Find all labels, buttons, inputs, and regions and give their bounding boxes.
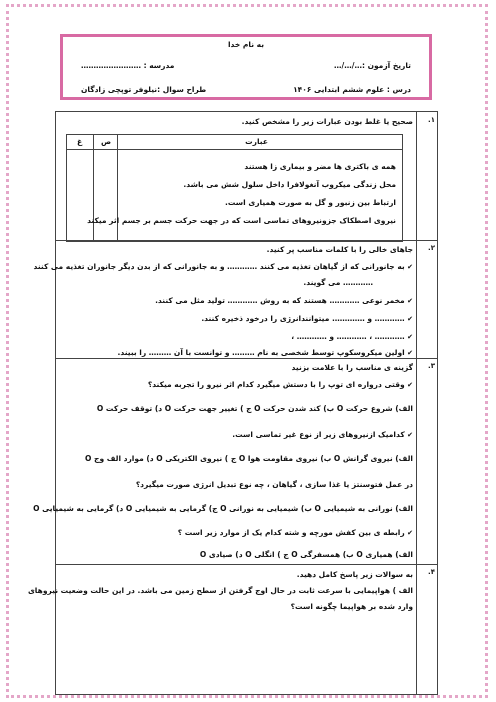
question-title: به سوالات زیر پاسخ کامل دهید. xyxy=(296,570,413,579)
question-2 xyxy=(33,240,437,359)
mc-options: الف) نورانی به شیمیایی O ب) شیمیایی به نورانی O ج) گرمایی به شیمیایی O د) گرمایی به شیمیایی O xyxy=(33,504,413,513)
mc-question: کدامیک ازنیروهای زیر از نوع غیر تماسی است. xyxy=(232,430,405,439)
bismillah: به نام خدا xyxy=(227,40,265,49)
mc-question: رابطه ی بین کفش مورچه و شته کدام یک از موارد زیر است ؟ xyxy=(177,528,405,537)
mc-question: وقتی درواره ای توپ را با دستش میگیرد کدام اثر نیرو را تجربه میکند؟ xyxy=(147,380,405,389)
check-icon: ✔ xyxy=(404,263,413,271)
mc-options: الف) شروع حرکت O ب) کند شدن حرکت O ج ) تغییر جهت حرکت O د) توقف حرکت O xyxy=(96,404,413,413)
check-icon: ✔ xyxy=(404,431,413,439)
fill-blank-line: ………… ، ………… و ………… ، xyxy=(291,332,405,341)
question-4 xyxy=(27,564,437,694)
column-header-true: ص xyxy=(101,137,112,146)
mc-options: الف) نیروی گرانش O ب) نیروی مقاومت هوا O ج ) نیروی الکتریکی O د) موارد الف وج O xyxy=(85,454,413,463)
fill-blank-line: ………… و …………. میتوانندانرژی را درخود ذخیره کنند. xyxy=(201,314,405,323)
check-icon: ✔ xyxy=(404,297,413,305)
school-name: مدرسه : …………………… xyxy=(81,61,175,70)
question-title: صحیح یا غلط بودن عبارات زیر را مشخص کنید. xyxy=(241,117,413,126)
question-title: گزینه ی مناسب را با علامت بزنید xyxy=(291,363,413,372)
check-icon: ✔ xyxy=(404,529,413,537)
true-false-table xyxy=(66,134,403,242)
designer: طراح سوال :نیلوفر توپچی زادگان xyxy=(81,85,207,94)
fill-blank-line: ………… می گویند. xyxy=(303,278,373,287)
column-header-statement: عبارت xyxy=(245,137,268,146)
fill-blank-line: مخمر نوعی ………… هستند که به روش ………… تولید مثل می کنند. xyxy=(155,296,405,305)
question-3 xyxy=(33,358,437,565)
check-icon: ✔ xyxy=(404,333,413,341)
question-number: ۳. xyxy=(428,362,435,370)
subject: درس : علوم ششم ابتدایی ۱۴۰۶ xyxy=(293,85,411,94)
question-1 xyxy=(56,112,437,241)
question-number: ۲. xyxy=(428,244,435,252)
question-title: جاهای خالی را با کلمات مناسب پر کنید. xyxy=(266,245,413,254)
fill-blank-line: اولین میکروسکوپ توسط شخصی به نام ……… و توانست با آن ……… را ببیند. xyxy=(117,348,405,357)
check-icon: ✔ xyxy=(404,349,413,357)
statement-row: نیروی اصطکاک جزونیروهای تماسی است که در جهت حرکت جسم بر جسم اثر میکند xyxy=(87,216,396,225)
question-number: ۱. xyxy=(428,116,435,124)
question-number: ۴. xyxy=(428,568,435,576)
mc-options: الف) همیاری O ب) همسفرگی O ج ) انگلی O د) صیادی O xyxy=(199,550,413,559)
exam-date: تاریخ آزمون :…/…/… xyxy=(333,61,411,70)
check-icon: ✔ xyxy=(404,381,413,389)
statement-row: محل زندگی میکروب آنغولافرا داخل سلول شش می باشد. xyxy=(183,180,396,189)
column-header-false: غ xyxy=(77,137,83,146)
statement-row: ارتباط بین زنبور و گل به صورت همیاری است. xyxy=(224,198,396,207)
exam-header xyxy=(60,34,432,100)
question-text: وارد شده بر هواپیما چگونه است؟ xyxy=(290,602,413,611)
statement-row: همه ی باکتری ها مضر و بیماری زا هستند xyxy=(244,162,396,171)
questions-table xyxy=(27,111,438,695)
check-icon: ✔ xyxy=(404,315,413,323)
mc-question: در عمل فتوسنتز یا غذا سازی ، گیاهان ، چه نوع تبدیل انرژی صورت میگیرد؟ xyxy=(135,480,413,489)
question-text: الف ) هواپیمایی با سرعت ثابت در حال اوج گرفتن از سطح زمین می باشد. در این حالت وضعیت نیروهای xyxy=(27,586,413,595)
fill-blank-line: به جانورانی که از گیاهان تغذیه می کنند ………… و به جانورانی که از بدن دیگر جانوران تغذیه می کنند xyxy=(33,262,405,271)
